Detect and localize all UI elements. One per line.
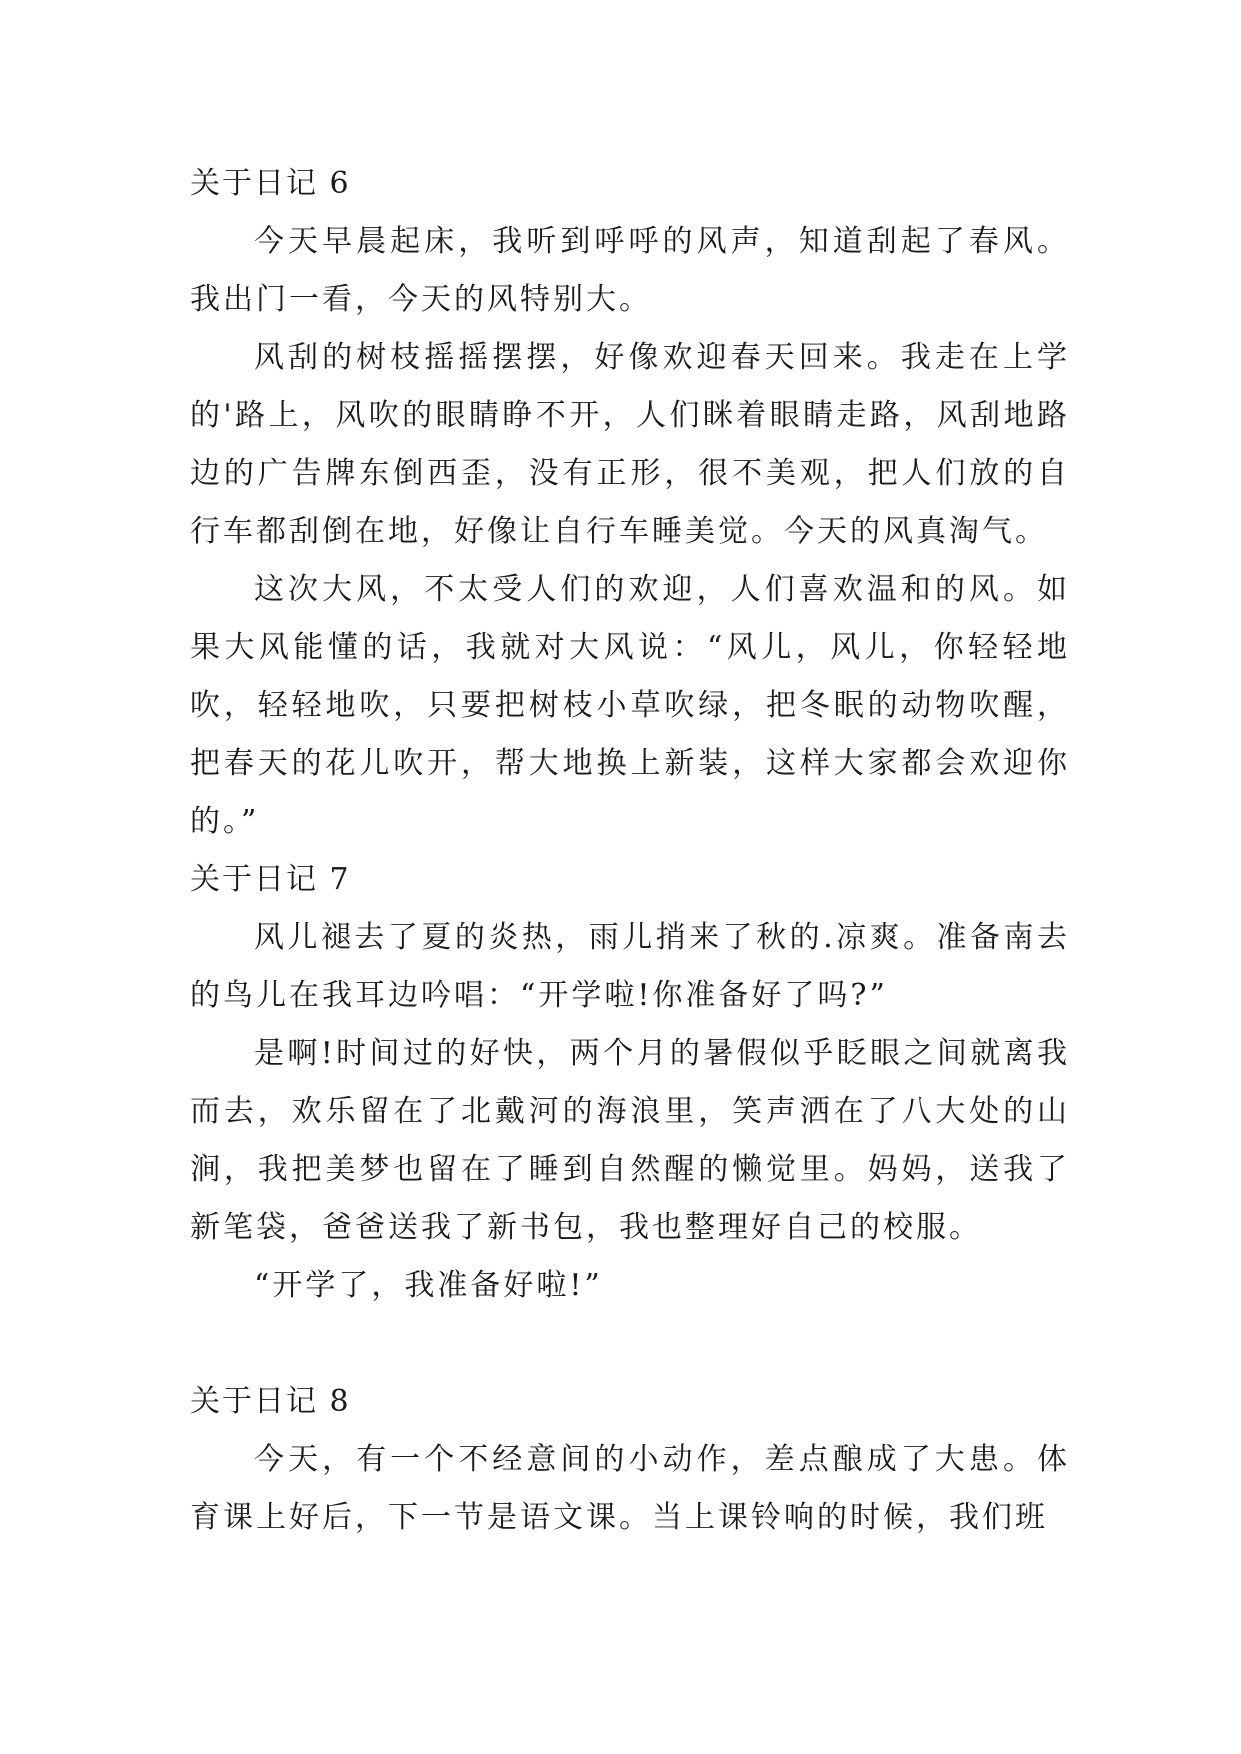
section-heading: 关于日记 6 xyxy=(190,166,351,201)
document-page xyxy=(190,155,1070,1547)
section-heading: 关于日记 7 xyxy=(190,862,351,897)
paragraph: 风刮的树枝摇摇摆摆，好像欢迎春天回来。我走在上学的'路上，风吹的眼睛睁不开，人们眯着眼睛走路，风刮地路边的广告牌东倒西歪，没有正形，很不美观，把人们放的自行车都刮倒在地，好像让自行车睡美觉。今天的风真淘气。 xyxy=(190,340,1070,549)
diary-section-7 xyxy=(190,851,1070,1315)
paragraph: 是啊!时间过的好快，两个月的暑假似乎眨眼之间就离我而去，欢乐留在了北戴河的海浪里，笑声洒在了八大处的山涧，我把美梦也留在了睡到自然醒的懒觉里。妈妈，送我了新笔袋，爸爸送我了新书包，我也整理好自己的校服。 xyxy=(190,1036,1070,1245)
paragraph: 风儿褪去了夏的炎热，雨儿捎来了秋的.凉爽。准备南去的鸟儿在我耳边吟唱：“开学啦!你准备好了吗?” xyxy=(190,920,1070,1013)
paragraph: “开学了，我准备好啦!” xyxy=(254,1268,603,1303)
diary-section-8 xyxy=(190,1373,1070,1547)
section-spacer xyxy=(190,1315,1070,1373)
section-heading: 关于日记 8 xyxy=(190,1384,351,1419)
paragraph: 今天早晨起床，我听到呼呼的风声，知道刮起了春风。我出门一看，今天的风特别大。 xyxy=(190,224,1070,317)
paragraph: 这次大风，不太受人们的欢迎，人们喜欢温和的风。如果大风能懂的话，我就对大风说：“风儿，风儿，你轻轻地吹，轻轻地吹，只要把树枝小草吹绿，把冬眠的动物吹醒，把春天的花儿吹开，帮大地换上新装，这样大家都会欢迎你的。” xyxy=(190,572,1070,839)
diary-section-6 xyxy=(190,155,1070,851)
paragraph: 今天，有一个不经意间的小动作，差点酿成了大患。体育课上好后，下一节是语文课。当上课铃响的时候，我们班 xyxy=(190,1442,1070,1535)
